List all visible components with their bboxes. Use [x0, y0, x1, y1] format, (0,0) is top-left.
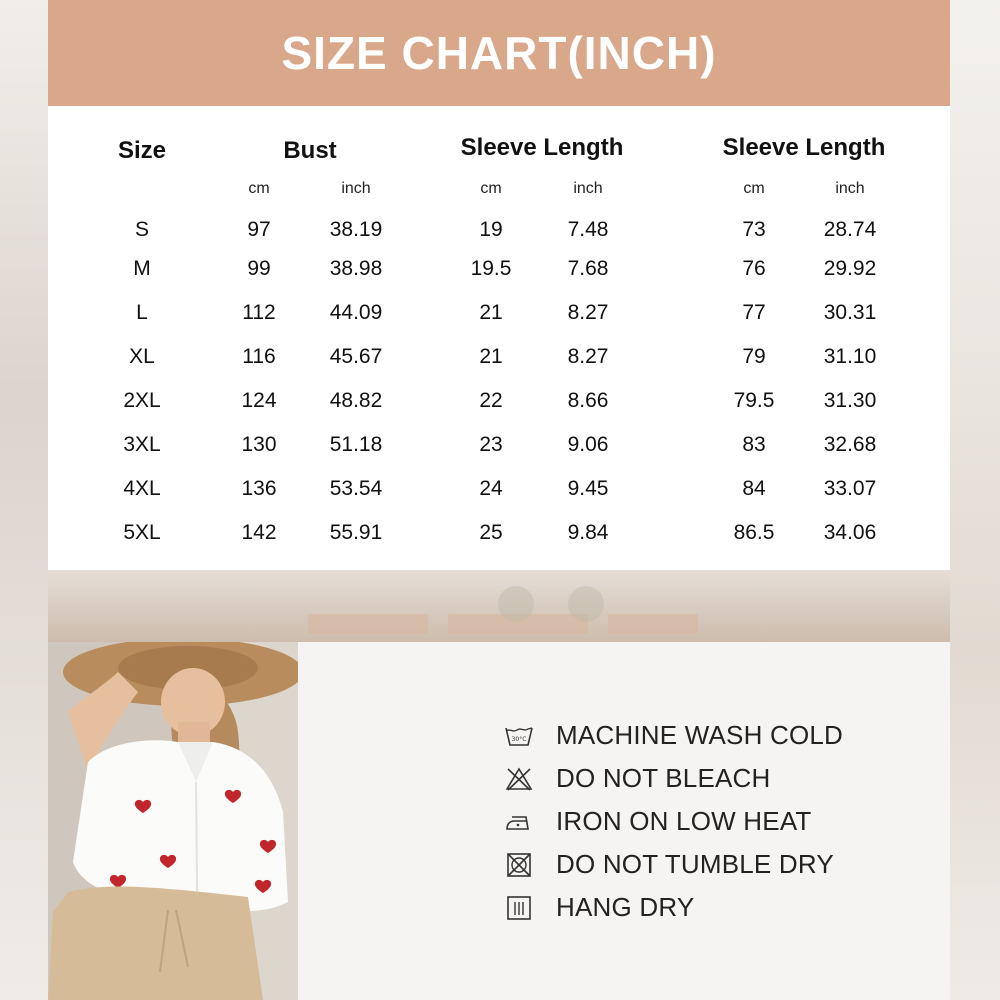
measurement-cell: 83 [742, 433, 766, 456]
no-tumble-dry-icon [504, 852, 534, 878]
measurement-cell: 48.82 [329, 389, 383, 412]
background-street-scene [48, 570, 950, 642]
measurement-cell: 8.66 [567, 389, 609, 412]
size-cell: 4XL [123, 477, 161, 500]
measurement-cell: 9.45 [567, 477, 609, 500]
table-row [48, 257, 950, 287]
measurement-cell: 33.07 [823, 477, 877, 500]
machine-wash-icon [504, 723, 534, 749]
product-care-panel [48, 642, 950, 1000]
measurement-cell: 84 [742, 477, 766, 500]
unit-cm: cm [248, 180, 270, 197]
measurement-cell: 130 [241, 433, 277, 456]
measurement-cell: 86.5 [733, 521, 775, 544]
care-label: DO NOT TUMBLE DRY [556, 849, 834, 879]
background-left-wall [0, 0, 48, 1000]
size-column-header: Size [117, 137, 167, 164]
measurement-cell: 9.06 [567, 433, 609, 456]
table-row [48, 477, 950, 507]
unit-inch: inch [835, 180, 865, 197]
background-tree [498, 586, 534, 622]
measurement-cell: 24 [479, 477, 503, 500]
measurement-cell: 38.19 [329, 218, 383, 241]
background-right-wall [950, 0, 1000, 1000]
size-cell: M [133, 257, 151, 280]
measurement-cell: 9.84 [567, 521, 609, 544]
hang-dry-icon [504, 895, 534, 921]
sleeve-length-column-header: Sleeve Length [722, 134, 886, 161]
page-title: SIZE CHART(INCH) [281, 27, 717, 79]
table-row [48, 345, 950, 375]
measurement-cell: 97 [247, 218, 271, 241]
bust-column-header: Bust [283, 137, 337, 164]
measurement-cell: 21 [479, 301, 503, 324]
table-row [48, 433, 950, 463]
measurement-cell: 142 [241, 521, 277, 544]
measurement-cell: 38.98 [329, 257, 383, 280]
measurement-cell: 76 [742, 257, 766, 280]
care-label: MACHINE WASH COLD [556, 720, 844, 750]
size-cell: L [136, 301, 148, 324]
measurement-cell: 21 [479, 345, 503, 368]
measurement-cell: 23 [479, 433, 503, 456]
model-wearing-shirt-illustration [48, 642, 298, 1000]
product-photo [48, 642, 298, 1000]
size-cell: 5XL [123, 521, 161, 544]
unit-cm: cm [480, 180, 502, 197]
care-label: IRON ON LOW HEAT [556, 806, 812, 836]
unit-inch: inch [341, 180, 371, 197]
table-row [48, 218, 950, 248]
measurement-cell: 28.74 [823, 218, 877, 241]
size-chart-table [48, 106, 950, 570]
unit-cm: cm [743, 180, 765, 197]
measurement-cell: 31.30 [823, 389, 877, 412]
care-label: DO NOT BLEACH [556, 763, 771, 793]
care-item-hang-dry [504, 886, 843, 929]
measurement-cell: 19 [479, 218, 503, 241]
care-item-no-tumble-dry [504, 843, 843, 886]
size-chart-header [48, 0, 950, 106]
measurement-cell: 77 [742, 301, 766, 324]
measurement-cell: 32.68 [823, 433, 877, 456]
measurement-cell: 112 [242, 301, 276, 324]
table-row [48, 389, 950, 419]
table-row [48, 301, 950, 331]
measurement-cell: 99 [247, 257, 271, 280]
care-item-iron-low [504, 800, 843, 843]
iron-icon [504, 809, 534, 835]
background-stall [308, 614, 428, 634]
measurement-cell: 136 [241, 477, 277, 500]
measurement-cell: 116 [242, 345, 276, 368]
background-tree [568, 586, 604, 622]
measurement-cell: 73 [742, 218, 766, 241]
measurement-cell: 8.27 [567, 345, 609, 368]
measurement-cell: 29.92 [823, 257, 877, 280]
measurement-cell: 22 [479, 389, 503, 412]
care-label: HANG DRY [556, 892, 695, 922]
measurement-cell: 19.5 [470, 257, 512, 280]
measurement-cell: 34.06 [823, 521, 877, 544]
size-cell: XL [129, 345, 155, 368]
measurement-cell: 79 [742, 345, 766, 368]
wash-temperature: 30°C [511, 735, 527, 743]
measurement-cell: 7.68 [567, 257, 609, 280]
unit-inch: inch [573, 180, 603, 197]
sleeve-length-column-header: Sleeve Length [460, 134, 624, 161]
size-cell: 2XL [123, 389, 161, 412]
measurement-cell: 53.54 [329, 477, 383, 500]
care-instructions-list [504, 714, 843, 929]
measurement-cell: 55.91 [329, 521, 383, 544]
measurement-cell: 51.18 [329, 433, 383, 456]
care-item-machine-wash [504, 714, 843, 757]
measurement-cell: 79.5 [733, 389, 775, 412]
measurement-cell: 7.48 [567, 218, 609, 241]
measurement-cell: 30.31 [823, 301, 877, 324]
measurement-cell: 8.27 [567, 301, 609, 324]
background-stall [608, 614, 698, 634]
size-cell: 3XL [123, 433, 161, 456]
measurement-cell: 44.09 [329, 301, 383, 324]
measurement-cell: 124 [241, 389, 277, 412]
size-cell: S [134, 218, 150, 241]
table-row [48, 521, 950, 551]
care-item-no-bleach [504, 757, 843, 800]
measurement-cell: 31.10 [823, 345, 877, 368]
no-bleach-icon [504, 766, 534, 792]
measurement-cell: 45.67 [329, 345, 383, 368]
measurement-cell: 25 [479, 521, 503, 544]
